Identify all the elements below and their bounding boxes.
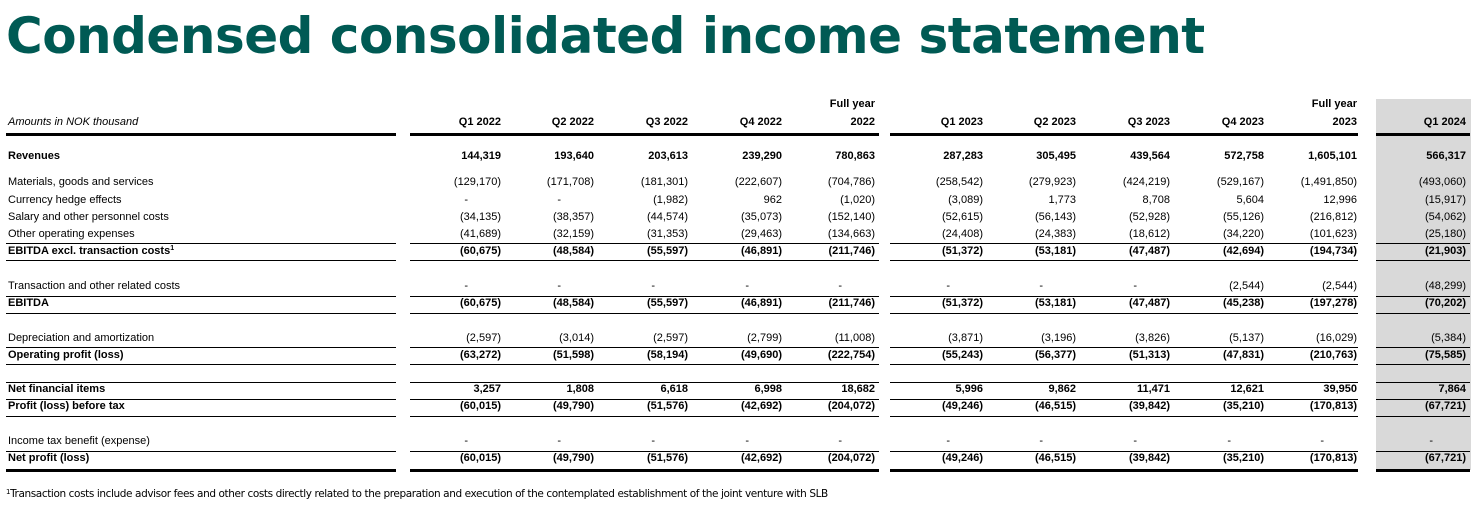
- table-cell: (15,917): [1425, 194, 1466, 206]
- row-label: [8, 297, 49, 310]
- row-label-text: Operating profit (loss): [8, 349, 124, 361]
- table-cell: (38,357): [553, 211, 594, 223]
- column-header: Q1 2022: [458, 116, 501, 128]
- table-rule: [410, 260, 879, 261]
- table-cell: (134,663): [827, 228, 875, 240]
- table-rule: [1376, 313, 1470, 314]
- table-cell: (5,137): [1229, 332, 1264, 344]
- table-cell: (2,799): [747, 332, 782, 344]
- table-cell: (204,072): [827, 400, 875, 412]
- table-cell: (34,135): [460, 211, 501, 223]
- table-rule: [890, 469, 1358, 472]
- footnote: [6, 488, 828, 500]
- table-rule: [6, 347, 396, 348]
- table-cell: (46,515): [1035, 452, 1076, 464]
- table-rule: [6, 260, 396, 261]
- table-rule: [890, 260, 1358, 261]
- row-label: [8, 176, 154, 189]
- table-cell: (46,891): [741, 297, 782, 309]
- table-cell: (56,377): [1035, 349, 1076, 361]
- row-label-text: EBITDA: [8, 297, 49, 309]
- table-cell: (52,615): [942, 211, 983, 223]
- row-label-text: Revenues: [8, 150, 60, 162]
- table-cell: (1,982): [653, 194, 688, 206]
- table-cell: (3,826): [1135, 332, 1170, 344]
- footnote-mark: 1: [6, 488, 11, 496]
- row-label-text: Transaction and other related costs: [8, 280, 181, 292]
- table-cell: -: [1039, 435, 1043, 447]
- table-rule: [890, 399, 1358, 400]
- table-cell: (493,060): [1418, 176, 1466, 188]
- table-rule: [410, 364, 879, 365]
- table-cell: (3,196): [1041, 332, 1076, 344]
- table-rule: [410, 469, 879, 472]
- table-cell: -: [946, 280, 950, 292]
- row-label-text: Currency hedge effects: [8, 194, 122, 206]
- table-cell: -: [557, 280, 561, 292]
- table-cell: (210,763): [1309, 349, 1357, 361]
- table-rule: [890, 382, 1358, 383]
- row-label: [8, 332, 154, 345]
- row-label: [8, 349, 124, 362]
- table-cell: 7,864: [1438, 383, 1466, 395]
- table-cell: (39,842): [1129, 400, 1170, 412]
- table-cell: (3,871): [948, 332, 983, 344]
- row-label: [8, 383, 105, 396]
- table-rule: [1376, 347, 1470, 348]
- table-cell: 780,863: [835, 150, 875, 162]
- table-cell: -: [1429, 435, 1433, 447]
- table-cell: (55,597): [647, 245, 688, 257]
- table-cell: (5,384): [1431, 332, 1466, 344]
- table-cell: (75,585): [1425, 349, 1466, 361]
- table-cell: (222,754): [827, 349, 875, 361]
- row-label-text: Depreciation and amortization: [8, 332, 155, 344]
- table-cell: (170,813): [1309, 452, 1357, 464]
- table-cell: (51,372): [942, 245, 983, 257]
- footnote-text: Transaction costs include advisor fees and other costs directly related to the preparation and execution of the contemplated establishment of the joint venture with SLB: [10, 488, 828, 500]
- table-cell: 203,613: [648, 150, 688, 162]
- table-cell: (58,194): [647, 349, 688, 361]
- table-cell: (67,721): [1425, 400, 1466, 412]
- table-cell: (2,544): [1322, 280, 1357, 292]
- table-cell: (11,008): [834, 332, 875, 344]
- table-cell: -: [464, 194, 468, 206]
- table-cell: (51,372): [942, 297, 983, 309]
- table-rule: [1376, 399, 1470, 400]
- table-cell: -: [838, 435, 842, 447]
- table-rule: [1376, 243, 1470, 244]
- table-cell: (49,790): [553, 452, 594, 464]
- table-cell: 439,564: [1130, 150, 1170, 162]
- table-cell: 6,998: [754, 383, 782, 395]
- table-cell: (1,491,850): [1300, 176, 1357, 188]
- column-header: Q4 2022: [739, 116, 782, 128]
- table-cell: (42,692): [741, 400, 782, 412]
- table-cell: (39,842): [1129, 452, 1170, 464]
- table-cell: -: [464, 280, 468, 292]
- table-rule: [6, 296, 396, 297]
- column-header: Q3 2023: [1127, 116, 1170, 128]
- table-rule: [6, 469, 396, 472]
- column-header: Q4 2023: [1221, 116, 1264, 128]
- row-label-text: Income tax benefit (expense): [8, 435, 150, 447]
- table-cell: (2,544): [1229, 280, 1264, 292]
- column-header-top: Full year: [829, 98, 875, 110]
- table-cell: (41,689): [460, 228, 501, 240]
- table-rule: [410, 296, 879, 297]
- table-cell: 11,471: [1136, 383, 1170, 395]
- table-rule: [410, 313, 879, 314]
- table-cell: (44,574): [647, 211, 688, 223]
- table-rule: [410, 347, 879, 348]
- table-cell: 9,862: [1048, 383, 1076, 395]
- table-cell: (56,143): [1035, 211, 1076, 223]
- table-cell: 239,290: [742, 150, 782, 162]
- table-cell: -: [651, 435, 655, 447]
- table-rule: [1376, 260, 1470, 261]
- table-cell: (47,487): [1129, 245, 1170, 257]
- column-header: 2022: [850, 116, 875, 128]
- table-cell: 12,621: [1230, 383, 1264, 395]
- page-title: Condensed consolidated income statement: [6, 7, 1205, 65]
- column-header: Q1 2023: [940, 116, 983, 128]
- table-cell: 18,682: [841, 383, 875, 395]
- table-cell: (24,383): [1035, 228, 1076, 240]
- row-label-text: Other operating expenses: [8, 228, 135, 240]
- table-cell: (197,278): [1309, 297, 1357, 309]
- table-cell: (204,072): [827, 452, 875, 464]
- table-rule: [1376, 451, 1470, 452]
- table-cell: 305,495: [1036, 150, 1076, 162]
- table-cell: 566,317: [1426, 150, 1466, 162]
- table-cell: (171,708): [546, 176, 594, 188]
- table-rule: [410, 243, 879, 244]
- table-cell: (35,073): [741, 211, 782, 223]
- row-label: [8, 400, 125, 413]
- table-cell: -: [557, 435, 561, 447]
- table-cell: (55,243): [942, 349, 983, 361]
- table-cell: 287,283: [943, 150, 983, 162]
- table-cell: 1,605,101: [1308, 150, 1357, 162]
- table-rule: [1376, 469, 1470, 472]
- table-cell: 12,996: [1323, 194, 1357, 206]
- table-cell: (67,721): [1425, 452, 1466, 464]
- row-label-text: Salary and other personnel costs: [8, 211, 169, 223]
- footnote-mark: 1: [170, 245, 175, 252]
- table-cell: (2,597): [466, 332, 501, 344]
- table-cell: (51,598): [553, 349, 594, 361]
- table-cell: (51,576): [647, 452, 688, 464]
- table-cell: -: [651, 280, 655, 292]
- table-rule: [890, 416, 1358, 417]
- table-cell: (211,746): [828, 297, 875, 309]
- table-rule: [6, 243, 396, 244]
- column-header: 2023: [1332, 116, 1357, 128]
- table-cell: -: [1227, 435, 1231, 447]
- table-cell: 193,640: [554, 150, 594, 162]
- table-rule: [410, 133, 879, 136]
- table-rule: [410, 382, 879, 383]
- table-cell: -: [1133, 435, 1137, 447]
- table-cell: (70,202): [1425, 297, 1466, 309]
- table-cell: (2,597): [653, 332, 688, 344]
- table-cell: (60,675): [460, 297, 501, 309]
- table-cell: (63,272): [460, 349, 501, 361]
- row-label-text: Materials, goods and services: [8, 176, 154, 188]
- table-rule: [890, 243, 1358, 244]
- row-label: [8, 150, 60, 163]
- table-cell: 8,708: [1142, 194, 1170, 206]
- table-cell: (170,813): [1309, 400, 1357, 412]
- table-cell: (279,923): [1028, 176, 1076, 188]
- table-cell: (49,246): [942, 400, 983, 412]
- table-cell: (424,219): [1122, 176, 1170, 188]
- column-header: Q3 2022: [645, 116, 688, 128]
- table-cell: (49,690): [741, 349, 782, 361]
- table-cell: -: [557, 194, 561, 206]
- table-cell: (529,167): [1216, 176, 1264, 188]
- units-label: Amounts in NOK thousand: [8, 116, 139, 128]
- table-cell: 1,808: [566, 383, 594, 395]
- table-cell: -: [745, 435, 749, 447]
- table-cell: (1,020): [840, 194, 875, 206]
- table-cell: (60,015): [460, 400, 501, 412]
- row-label-text: Profit (loss) before tax: [8, 400, 125, 412]
- table-cell: 1,773: [1048, 194, 1076, 206]
- row-label-text: EBITDA excl. transaction costs: [8, 245, 171, 257]
- table-cell: 39,950: [1323, 383, 1357, 395]
- table-cell: (152,140): [827, 211, 875, 223]
- row-label: [8, 228, 135, 241]
- table-cell: (29,463): [741, 228, 782, 240]
- table-rule: [1376, 416, 1470, 417]
- table-cell: (60,015): [460, 452, 501, 464]
- table-cell: (129,170): [453, 176, 501, 188]
- table-rule: [1376, 364, 1470, 365]
- table-rule: [890, 133, 1358, 136]
- table-cell: (54,062): [1425, 211, 1466, 223]
- table-cell: (3,089): [948, 194, 983, 206]
- table-cell: -: [745, 280, 749, 292]
- table-cell: -: [838, 280, 842, 292]
- row-label: [8, 280, 180, 293]
- table-rule: [6, 133, 396, 136]
- table-cell: (55,126): [1223, 211, 1264, 223]
- table-cell: (704,786): [827, 176, 875, 188]
- row-label: [8, 211, 169, 224]
- table-cell: (3,014): [559, 332, 594, 344]
- table-rule: [6, 399, 396, 400]
- table-rule: [1376, 133, 1470, 136]
- table-cell: (47,831): [1223, 349, 1264, 361]
- table-cell: (18,612): [1129, 228, 1170, 240]
- table-cell: (53,181): [1035, 297, 1076, 309]
- table-cell: (35,210): [1223, 400, 1264, 412]
- table-rule: [6, 382, 396, 383]
- table-cell: (47,487): [1129, 297, 1170, 309]
- table-rule: [6, 313, 396, 314]
- table-cell: 962: [763, 194, 782, 206]
- table-cell: (258,542): [935, 176, 983, 188]
- table-cell: (51,576): [647, 400, 688, 412]
- table-rule: [6, 416, 396, 417]
- table-cell: (51,313): [1129, 349, 1170, 361]
- table-cell: (21,903): [1425, 245, 1466, 257]
- column-header: Q2 2022: [551, 116, 594, 128]
- column-header: Q2 2023: [1033, 116, 1076, 128]
- table-cell: (16,029): [1316, 332, 1357, 344]
- table-cell: (35,210): [1223, 452, 1264, 464]
- table-rule: [410, 399, 879, 400]
- table-rule: [1376, 296, 1470, 297]
- table-cell: (46,891): [741, 245, 782, 257]
- table-rule: [890, 296, 1358, 297]
- table-rule: [1376, 382, 1470, 383]
- table-cell: (52,928): [1129, 211, 1170, 223]
- table-cell: (24,408): [942, 228, 983, 240]
- row-label: [8, 245, 174, 258]
- table-cell: (46,515): [1035, 400, 1076, 412]
- table-cell: 572,758: [1224, 150, 1264, 162]
- table-cell: (60,675): [460, 245, 501, 257]
- table-cell: (34,220): [1223, 228, 1264, 240]
- table-cell: -: [946, 435, 950, 447]
- row-label: [8, 435, 150, 448]
- table-cell: (42,692): [741, 452, 782, 464]
- table-cell: -: [1039, 280, 1043, 292]
- table-cell: (48,299): [1425, 280, 1466, 292]
- table-rule: [890, 347, 1358, 348]
- table-cell: 5,604: [1236, 194, 1264, 206]
- table-cell: (32,159): [553, 228, 594, 240]
- table-cell: (181,301): [640, 176, 688, 188]
- table-cell: (222,607): [734, 176, 782, 188]
- table-cell: (25,180): [1425, 228, 1466, 240]
- table-cell: (49,246): [942, 452, 983, 464]
- row-label: [8, 194, 122, 207]
- table-cell: (31,353): [647, 228, 688, 240]
- column-header: Q1 2024: [1423, 116, 1466, 128]
- table-rule: [890, 313, 1358, 314]
- table-cell: (48,584): [553, 297, 594, 309]
- table-rule: [890, 364, 1358, 365]
- table-cell: (55,597): [647, 297, 688, 309]
- table-cell: -: [464, 435, 468, 447]
- table-cell: (216,812): [1309, 211, 1357, 223]
- row-label-text: Net financial items: [8, 383, 106, 395]
- table-cell: (211,746): [828, 245, 875, 257]
- table-cell: (194,734): [1309, 245, 1357, 257]
- table-cell: 144,319: [461, 150, 501, 162]
- table-cell: 6,618: [660, 383, 688, 395]
- row-label-text: Net profit (loss): [8, 452, 90, 464]
- table-rule: [410, 416, 879, 417]
- table-cell: -: [1133, 280, 1137, 292]
- table-cell: 3,257: [473, 383, 501, 395]
- table-cell: 5,996: [955, 383, 983, 395]
- table-cell: (49,790): [553, 400, 594, 412]
- row-label: [8, 452, 89, 465]
- table-cell: (42,694): [1223, 245, 1264, 257]
- table-rule: [6, 451, 396, 452]
- table-cell: -: [1320, 435, 1324, 447]
- table-rule: [890, 451, 1358, 452]
- table-rule: [6, 364, 396, 365]
- table-cell: (101,623): [1309, 228, 1357, 240]
- table-cell: (45,238): [1223, 297, 1264, 309]
- column-header-top: Full year: [1311, 98, 1357, 110]
- table-cell: (48,584): [553, 245, 594, 257]
- table-rule: [410, 451, 879, 452]
- table-cell: (53,181): [1035, 245, 1076, 257]
